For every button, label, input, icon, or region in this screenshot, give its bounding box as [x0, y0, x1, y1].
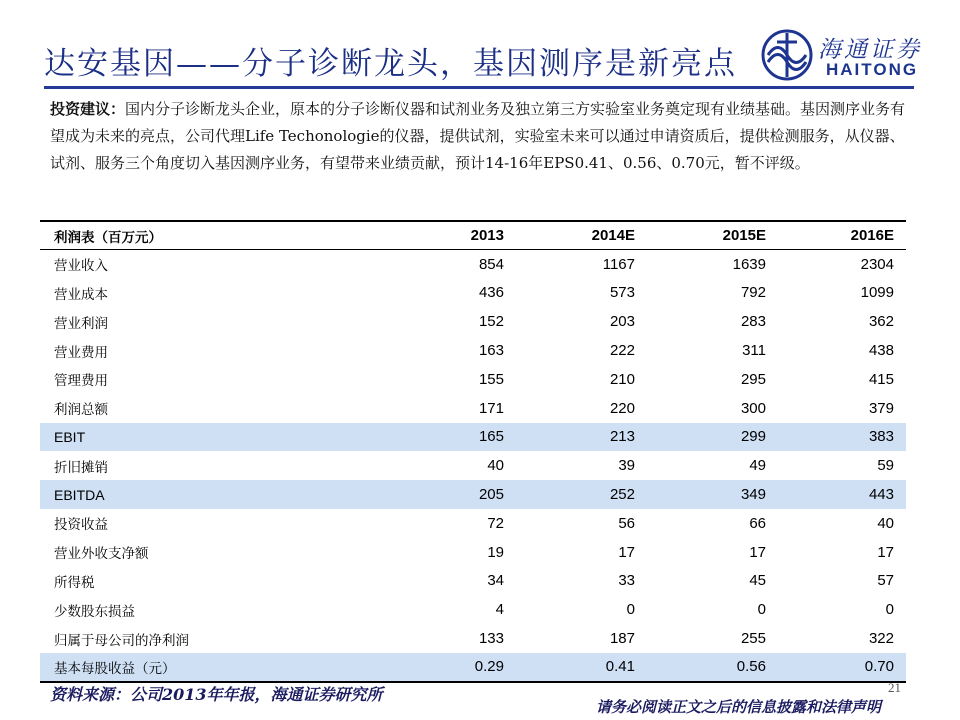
value-cell: 854: [478, 255, 504, 273]
value-cell: 415: [868, 370, 894, 388]
table-row: [40, 279, 906, 308]
value-cell: 34: [487, 572, 504, 590]
value-cell: 163: [478, 342, 504, 360]
table-row: [40, 250, 906, 279]
logo-english-text: HAITONG: [826, 60, 919, 79]
value-cell: 155: [478, 370, 504, 388]
row-label: 营业利润: [54, 315, 108, 332]
value-cell: 56: [618, 514, 635, 532]
value-cell: 0: [885, 601, 894, 619]
investment-summary: [50, 96, 914, 177]
value-cell: 573: [609, 284, 635, 302]
value-cell: 379: [868, 399, 894, 417]
value-cell: 349: [647, 480, 778, 509]
header-cell: 2014E: [516, 221, 647, 250]
value-cell: 295: [740, 370, 766, 388]
value-cell: 436: [478, 284, 504, 302]
row-label: EBITDA: [40, 480, 348, 509]
value-cell: 0.56: [647, 653, 778, 682]
page-number: 21: [888, 680, 901, 695]
row-label: 营业成本: [54, 286, 108, 303]
value-cell: 17: [749, 543, 766, 561]
value-cell: 205: [348, 480, 516, 509]
row-label: 少数股东损益: [54, 603, 135, 620]
value-cell: 45: [749, 572, 766, 590]
value-cell: 19: [487, 543, 504, 561]
header-cell: 2016E: [778, 221, 906, 250]
value-cell: 1639: [732, 255, 766, 273]
value-cell: 171: [478, 399, 504, 417]
value-cell: 311: [742, 342, 766, 360]
legal-disclaimer: 请务必阅读正文之后的信息披露和法律声明: [596, 698, 882, 716]
value-cell: 362: [868, 313, 894, 331]
table-row: [40, 394, 906, 423]
table-row: [40, 336, 906, 365]
haitong-emblem-icon: [760, 28, 814, 82]
value-cell: 72: [487, 514, 504, 532]
table-row: [40, 567, 906, 596]
row-label: 投资收益: [54, 517, 108, 534]
summary-label: 投资建议：: [50, 100, 126, 118]
logo-chinese-text: 海通证券: [818, 37, 922, 63]
table-row: [40, 365, 906, 394]
value-cell: 2304: [860, 255, 894, 273]
value-cell: 39: [618, 457, 635, 475]
value-cell: 222: [609, 342, 635, 360]
row-label: EBIT: [40, 423, 348, 452]
value-cell: 66: [749, 514, 766, 532]
value-cell: 0: [626, 601, 635, 619]
row-label: 管理费用: [54, 373, 108, 390]
table-row: [40, 423, 906, 452]
value-cell: 187: [609, 630, 635, 648]
row-label: 利润总额: [54, 402, 108, 419]
value-cell: 792: [740, 284, 766, 302]
slide-title: 达安基因——分子诊断龙头，基因测序是新亮点: [44, 46, 737, 82]
value-cell: 443: [778, 480, 906, 509]
row-label: 基本每股收益（元）: [40, 653, 348, 682]
value-cell: 213: [516, 423, 647, 452]
header-cell: 2015E: [647, 221, 778, 250]
value-cell: 0.70: [778, 653, 906, 682]
row-label: 营业外收支净额: [54, 546, 149, 563]
table-row: [40, 538, 906, 567]
value-cell: 40: [487, 457, 504, 475]
value-cell: 0: [757, 601, 766, 619]
value-cell: 252: [516, 480, 647, 509]
value-cell: 322: [868, 630, 894, 648]
value-cell: 133: [478, 630, 504, 648]
table-row: [40, 307, 906, 336]
value-cell: 33: [618, 572, 635, 590]
value-cell: 220: [609, 399, 635, 417]
table-row: [40, 451, 906, 480]
value-cell: 300: [740, 399, 766, 417]
value-cell: 49: [749, 457, 766, 475]
table-row: [40, 653, 906, 682]
header-cell: 利润表（百万元）: [40, 221, 348, 250]
summary-text: 国内分子诊断龙头企业，原本的分子诊断仪器和试剂业务及独立第三方实验室业务奠定现有业绩基础。基因测序业务有望成为未来的亮点，公司代理Life Techonologie的仪器，提供试剂，实验室未来可以通过申请资质后，提供检测服务，从仪器、试剂、服务三个角度切入基因测序业务，有望带来业绩贡献，预计14-16年EPS0.41、0.56、0.70元，暂不评级。: [50, 100, 906, 172]
table-row: [40, 624, 906, 653]
value-cell: 152: [478, 313, 504, 331]
value-cell: 1167: [602, 255, 635, 273]
data-source-note: 资料来源：公司2013年年报，海通证券研究所: [50, 685, 383, 704]
value-cell: 165: [348, 423, 516, 452]
value-cell: 4: [495, 601, 504, 619]
row-label: 营业收入: [54, 258, 108, 275]
value-cell: 0.41: [516, 653, 647, 682]
row-label: 归属于母公司的净利润: [54, 632, 189, 649]
value-cell: 1099: [860, 284, 894, 302]
row-label: 营业费用: [54, 344, 108, 361]
income-statement-table: [40, 220, 906, 683]
value-cell: 57: [877, 572, 894, 590]
row-label: 折旧摊销: [54, 459, 108, 476]
value-cell: 255: [740, 630, 766, 648]
value-cell: 438: [868, 342, 894, 360]
haitong-logo: [760, 28, 930, 82]
value-cell: 17: [618, 543, 635, 561]
table-row: [40, 480, 906, 509]
value-cell: 0.29: [348, 653, 516, 682]
value-cell: 40: [877, 514, 894, 532]
table-header-row: [40, 221, 906, 250]
value-cell: 283: [740, 313, 766, 331]
value-cell: 203: [609, 313, 635, 331]
header-cell: 2013: [348, 221, 516, 250]
value-cell: 17: [877, 543, 894, 561]
row-label: 所得税: [54, 574, 95, 591]
value-cell: 383: [778, 423, 906, 452]
title-underline: [44, 86, 914, 89]
value-cell: 210: [609, 370, 635, 388]
table-row: [40, 509, 906, 538]
value-cell: 299: [647, 423, 778, 452]
table-row: [40, 595, 906, 624]
value-cell: 59: [877, 457, 894, 475]
